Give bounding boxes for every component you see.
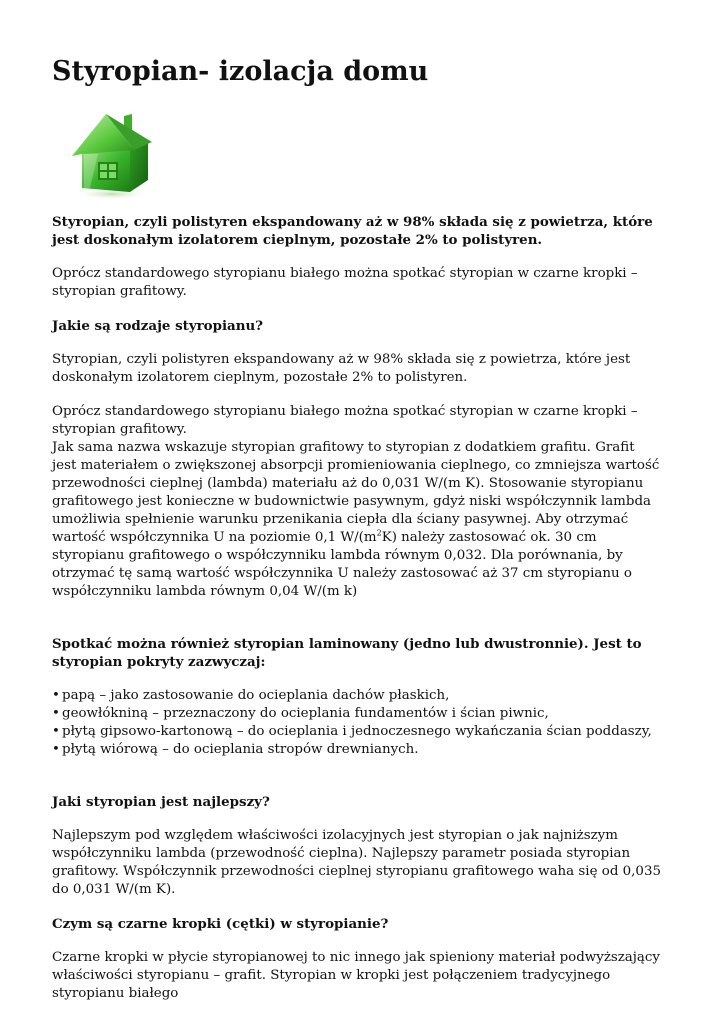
- dots-paragraph: Czarne kropki w płycie styropianowej to nic innego jak spieniony materiał podwyższający właściwości styropianu – grafit. Styropian w kropki jest połączeniem tradycyjnego styropianu białego: [52, 950, 660, 1001]
- article-body: [52, 213, 662, 1019]
- best-paragraph: Najlepszym pod względem właściwości izolacyjnych jest styropian o jak najniższym współczynniku lambda (przewodność cieplna). Najlepszy parametr posiada styropian grafitowy. Współczynnik przewodności cieplnej styropianu grafitowego waha się od 0,035 do 0,031 W/(m K).: [52, 828, 661, 897]
- list-item: [52, 723, 662, 741]
- list-item: [52, 741, 662, 759]
- list-item: [52, 687, 662, 705]
- types-paragraph-1: Styropian, czyli polistyren ekspandowany aż w 98% składa się z powietrza, które jest doskonałym izolatorem cieplnym, pozostałe 2% to polistyren.: [52, 352, 631, 385]
- superscript-2: 2: [376, 528, 382, 538]
- section-heading-types: Jakie są rodzaje styropianu?: [52, 318, 264, 334]
- section-heading-best: Jaki styropian jest najlepszy?: [52, 794, 270, 810]
- green-glass-house-icon: [68, 108, 154, 200]
- types-paragraph-2-b: K) należy zastosować ok. 30 cm styropianu grafitowego o współczynniku lambda równym 0,032. Dla porównania, by otrzymać tę samą wartość współczynnika U należy zastosować aż 37 cm styropianu o współczynniku lambda równym 0,04 W/(m k): [52, 530, 632, 599]
- bullet-icon: •: [52, 706, 60, 721]
- list-item-text: geowłókniną – przeznaczony do ocieplania fundamentów i ścian piwnic,: [62, 706, 549, 721]
- bullet-icon: •: [52, 724, 60, 739]
- list-item: [52, 705, 662, 723]
- list-item-text: papą – jako zastosowanie do ocieplania dachów płaskich,: [62, 688, 450, 703]
- types-paragraph-2: [52, 403, 662, 601]
- bullet-icon: •: [52, 742, 60, 757]
- intro-paragraph: Oprócz standardowego styropianu białego można spotkać styropian w czarne kropki – styropian grafitowy.: [52, 266, 638, 299]
- list-item-text: płytą wiórową – do ocieplania stropów drewnianych.: [62, 742, 419, 757]
- bullet-icon: •: [52, 688, 60, 703]
- list-item-text: płytą gipsowo-kartonową – do ocieplania i jednoczesnego wykańczania ścian poddaszy,: [62, 724, 652, 739]
- intro-bold-paragraph: Styropian, czyli polistyren ekspandowany aż w 98% składa się z powietrza, które jest doskonałym izolatorem cieplnym, pozostałe 2% to polistyren.: [52, 214, 653, 248]
- laminated-list: [52, 687, 662, 759]
- section-heading-dots: Czym są czarne kropki (cętki) w styropianie?: [52, 916, 389, 932]
- page-title: Styropian- izolacja domu: [52, 56, 429, 87]
- section-heading-laminated: Spotkać można również styropian laminowany (jedno lub dwustronnie). Jest to styropian pokryty zazwyczaj:: [52, 636, 642, 670]
- types-paragraph-2-a: Jak sama nazwa wskazuje styropian grafitowy to styropian z dodatkiem grafitu. Grafit jest materiałem o zwiększonej absorpcji promieniowania cieplnego, co zmniejsza wartość przewodności cieplnej (lambda) materiału aż do 0,031 W/(m K). Stosowanie styropianu grafitowego jest konieczne w budownictwie pasywnym, gdyż niski współczynnik lambda umożliwia spełnienie warunku przenikania ciepła dla ściany pasywnej. Aby otrzymać wartość współczynnika U na poziomie 0,1 W/(m: [52, 440, 660, 545]
- types-paragraph-2-line1: Oprócz standardowego styropianu białego można spotkać styropian w czarne kropki – styropian grafitowy.: [52, 404, 638, 437]
